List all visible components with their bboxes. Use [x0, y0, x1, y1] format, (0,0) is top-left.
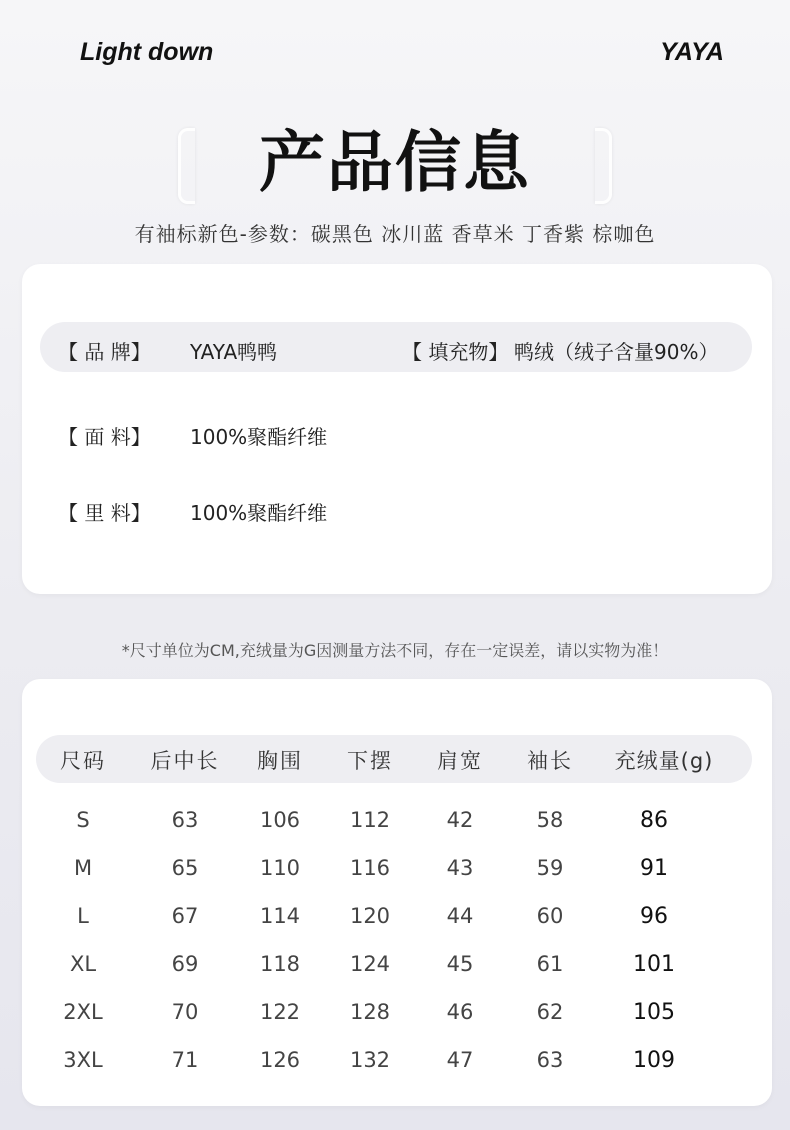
table-cell: 59	[536, 856, 564, 880]
brand-label: 【 品 牌】	[58, 340, 151, 364]
table-cell: 62	[536, 1000, 564, 1024]
table-cell: 110	[259, 856, 301, 880]
header-back-length: 后中长	[150, 749, 220, 773]
header-hem: 下摆	[347, 749, 393, 773]
table-cell: 106	[259, 808, 301, 832]
brand-left-text: Light down	[80, 38, 214, 66]
header-sleeve: 袖长	[527, 749, 573, 773]
filling-value: 鸭绒（绒子含量90%）	[514, 340, 719, 364]
header-shoulder: 肩宽	[437, 749, 483, 773]
brand-right-text: YAYA	[660, 38, 724, 66]
table-cell: 116	[349, 856, 391, 880]
table-cell: 126	[259, 1048, 301, 1072]
header-down-fill: 充绒量(g)	[614, 749, 714, 773]
table-cell: 65	[171, 856, 199, 880]
filling-label: 【 填充物】	[402, 340, 509, 364]
brand-value: YAYA鸭鸭	[190, 340, 278, 364]
table-cell: 69	[171, 952, 199, 976]
table-cell: 91	[640, 856, 668, 881]
table-cell: 58	[536, 808, 564, 832]
table-cell: 105	[633, 1000, 675, 1025]
table-cell: 44	[446, 904, 474, 928]
lining-value: 100%聚酯纤维	[190, 501, 328, 525]
table-cell: 2XL	[63, 1000, 103, 1024]
table-cell: 43	[446, 856, 474, 880]
table-cell: XL	[69, 952, 97, 976]
measurement-note: *尺寸单位为CM,充绒量为G因测量方法不同，存在一定误差，请以实物为准！	[121, 641, 669, 660]
table-cell: 86	[640, 808, 668, 833]
table-cell: 128	[349, 1000, 391, 1024]
left-bracket-decoration	[178, 128, 195, 204]
fabric-value: 100%聚酯纤维	[190, 425, 328, 449]
title-area	[0, 118, 790, 208]
product-info-card	[22, 264, 772, 594]
table-cell: 71	[171, 1048, 199, 1072]
table-cell: 118	[259, 952, 301, 976]
table-cell: 70	[171, 1000, 199, 1024]
table-cell: 45	[446, 952, 474, 976]
lining-label: 【 里 料】	[58, 501, 151, 525]
table-cell: 61	[536, 952, 564, 976]
size-table-card	[22, 679, 772, 1106]
table-cell: 42	[446, 808, 474, 832]
header-size: 尺码	[60, 749, 106, 773]
table-cell: 96	[640, 904, 668, 929]
page-title: 产品信息	[259, 124, 531, 201]
table-cell: 101	[633, 952, 675, 977]
table-cell: S	[76, 808, 90, 832]
table-cell: L	[77, 904, 89, 928]
table-cell: 132	[349, 1048, 391, 1072]
table-cell: 60	[536, 904, 564, 928]
header-chest: 胸围	[257, 749, 303, 773]
table-cell: 3XL	[63, 1048, 103, 1072]
table-cell: 114	[259, 904, 301, 928]
table-cell: 124	[349, 952, 391, 976]
table-cell: M	[73, 856, 93, 880]
table-cell: 112	[349, 808, 391, 832]
table-cell: 109	[633, 1048, 675, 1073]
table-cell: 120	[349, 904, 391, 928]
color-parameters: 有袖标新色-参数：碳黑色 冰川蓝 香草米 丁香紫 棕咖色	[134, 222, 656, 246]
table-cell: 63	[171, 808, 199, 832]
table-cell: 67	[171, 904, 199, 928]
table-cell: 63	[536, 1048, 564, 1072]
table-cell: 46	[446, 1000, 474, 1024]
table-cell: 47	[446, 1048, 474, 1072]
table-cell: 122	[259, 1000, 301, 1024]
fabric-label: 【 面 料】	[58, 425, 151, 449]
right-bracket-decoration	[595, 128, 612, 204]
